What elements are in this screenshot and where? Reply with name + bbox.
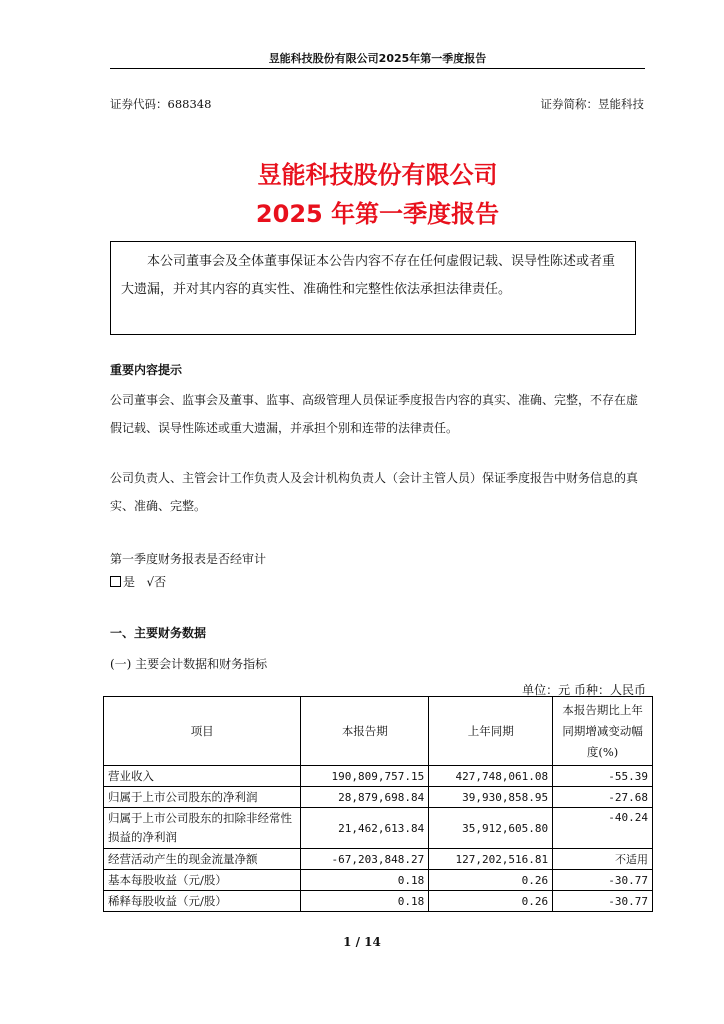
row-current: 21,462,613.84 xyxy=(301,808,429,849)
table-row xyxy=(104,766,653,787)
stock-code: 证券代码：688348 xyxy=(110,97,212,111)
row-change: -40.24 xyxy=(553,808,653,849)
row-prior: 35,912,605.80 xyxy=(429,808,553,849)
board-notice-box xyxy=(110,241,636,335)
table-row xyxy=(104,849,653,870)
header-rule xyxy=(110,68,645,69)
row-prior: 427,748,061.08 xyxy=(429,766,553,787)
important-para-1-text: 公司董事会、监事会及董事、监事、高级管理人员保证季度报告内容的真实、准确、完整，不存在虚假记载、误导性陈述或重大遗漏，并承担个别和连带的法律责任。 xyxy=(110,393,639,435)
row-label: 归属于上市公司股东的扣除非经常性损益的净利润 xyxy=(104,808,301,849)
page-number: 1 / 14 xyxy=(343,935,381,949)
table-row xyxy=(104,891,653,912)
col-prior: 上年同期 xyxy=(429,697,553,766)
section1-sub: (一) 主要会计数据和财务指标 xyxy=(110,657,268,671)
section1-heading: 一、主要财务数据 xyxy=(110,626,207,640)
important-para-2 xyxy=(110,464,645,520)
row-current: 0.18 xyxy=(301,870,429,891)
table-row xyxy=(104,808,653,849)
row-current: 190,809,757.15 xyxy=(301,766,429,787)
row-prior: 39,930,858.95 xyxy=(429,787,553,808)
company-title: 昱能科技股份有限公司 xyxy=(257,161,498,189)
running-header: 昱能科技股份有限公司2025年第一季度报告 xyxy=(268,52,487,65)
table-row xyxy=(104,787,653,808)
board-notice-text: 本公司董事会及全体董事保证本公告内容不存在任何虚假记载、误导性陈述或者重大遗漏，并对其内容的真实性、准确性和完整性依法承担法律责任。 xyxy=(121,254,616,297)
important-para-1 xyxy=(110,386,645,442)
col-current: 本报告期 xyxy=(301,697,429,766)
report-title: 2025 年第一季度报告 xyxy=(255,200,500,228)
row-change: -30.77 xyxy=(553,870,653,891)
table-row xyxy=(104,870,653,891)
audit-options xyxy=(110,573,166,590)
checkbox-icon xyxy=(110,576,121,587)
row-label: 稀释每股收益（元/股） xyxy=(104,891,301,912)
audit-no: √否 xyxy=(146,575,167,589)
row-label: 经营活动产生的现金流量净额 xyxy=(104,849,301,870)
row-label: 基本每股收益（元/股） xyxy=(104,870,301,891)
row-label: 归属于上市公司股东的净利润 xyxy=(104,787,301,808)
row-current: 0.18 xyxy=(301,891,429,912)
financial-table xyxy=(103,696,653,912)
row-current: 28,879,698.84 xyxy=(301,787,429,808)
unit-label: 单位：元 币种：人民币 xyxy=(522,683,646,697)
stock-abbr: 证券简称：昱能科技 xyxy=(540,97,644,111)
audit-question: 第一季度财务报表是否经审计 xyxy=(110,552,267,566)
col-change: 本报告期比上年同期增减变动幅度(%) xyxy=(553,697,653,766)
row-label: 营业收入 xyxy=(104,766,301,787)
row-current: -67,203,848.27 xyxy=(301,849,429,870)
row-prior: 0.26 xyxy=(429,870,553,891)
row-change: -30.77 xyxy=(553,891,653,912)
important-para-2-text: 公司负责人、主管会计工作负责人及会计机构负责人（会计主管人员）保证季度报告中财务信息的真实、准确、完整。 xyxy=(110,471,639,513)
audit-yes: 是 xyxy=(123,575,136,589)
important-heading: 重要内容提示 xyxy=(110,363,183,377)
col-item: 项目 xyxy=(104,697,301,766)
row-change: -27.68 xyxy=(553,787,653,808)
row-prior: 0.26 xyxy=(429,891,553,912)
row-prior: 127,202,516.81 xyxy=(429,849,553,870)
row-change: -55.39 xyxy=(553,766,653,787)
row-change: 不适用 xyxy=(553,849,653,870)
